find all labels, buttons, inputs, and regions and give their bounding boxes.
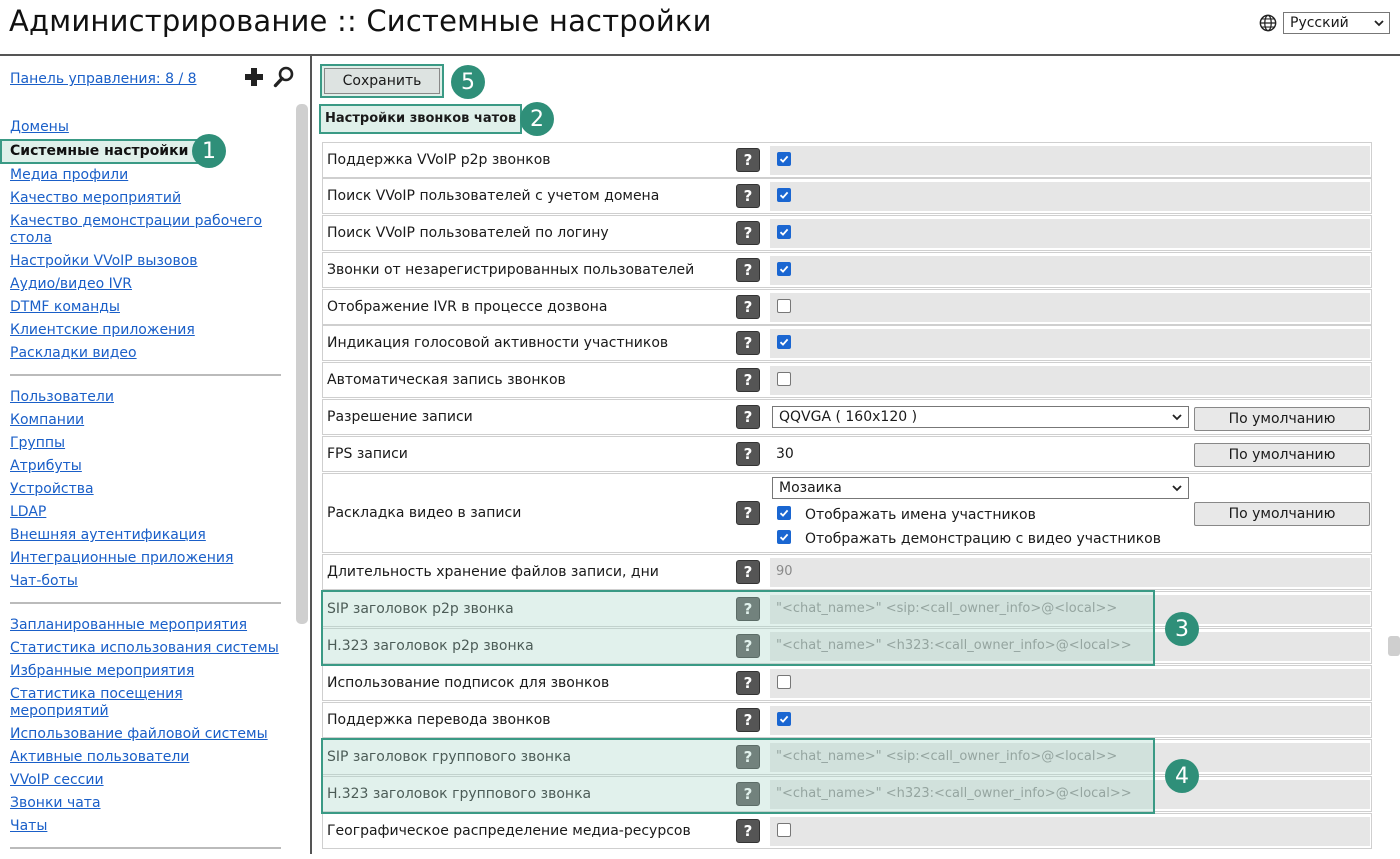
settings-row <box>322 665 1372 701</box>
help-icon[interactable]: ? <box>736 597 760 621</box>
nav-users[interactable]: Пользователи <box>10 389 114 405</box>
setting-label: Отображение IVR в процессе дозвона <box>327 299 608 315</box>
setting-checkbox[interactable] <box>777 152 791 166</box>
value-cell <box>770 256 1370 285</box>
show-names-label: Отображать имена участников <box>805 507 1036 523</box>
add-icon[interactable] <box>243 66 265 88</box>
settings-row <box>322 739 1372 775</box>
chevron-down-icon <box>1172 483 1182 493</box>
input-placeholder: "<chat_name>" <h323:<call_owner_info>@<local>> <box>776 638 1132 653</box>
value-cell <box>770 329 1370 358</box>
fps-input[interactable]: 30 <box>776 446 794 462</box>
show-share-checkbox[interactable] <box>777 530 791 544</box>
resolution-select-value: QQVGA ( 160x120 ) <box>779 409 918 425</box>
help-icon[interactable]: ? <box>736 405 760 429</box>
help-icon[interactable]: ? <box>736 368 760 392</box>
show-share-label: Отображать демонстрацию с видео участников <box>805 531 1161 547</box>
nav-system-settings[interactable]: Системные настройки <box>0 139 210 164</box>
divider <box>10 374 281 376</box>
help-icon[interactable]: ? <box>736 782 760 806</box>
nav-dtmf[interactable]: DTMF команды <box>10 299 120 315</box>
setting-checkbox[interactable] <box>777 675 791 689</box>
settings-row <box>322 554 1372 590</box>
nav-chats[interactable]: Чаты <box>10 818 48 834</box>
nav-filesystem-usage[interactable]: Использование файловой системы <box>10 726 268 742</box>
chevron-down-icon <box>1172 412 1182 422</box>
callout-badge: 1 <box>192 134 226 168</box>
page-header <box>0 0 1400 56</box>
nav-client-apps[interactable]: Клиентские приложения <box>10 322 195 338</box>
nav-active-users[interactable]: Активные пользователи <box>10 749 190 765</box>
help-icon[interactable]: ? <box>736 295 760 319</box>
nav-vvoip-sessions[interactable]: VVoIP сессии <box>10 772 104 788</box>
help-icon[interactable]: ? <box>736 442 760 466</box>
language-switcher <box>1259 12 1390 34</box>
nav-media-profiles[interactable]: Медиа профили <box>10 167 129 183</box>
callout-badge: 4 <box>1165 759 1199 793</box>
help-icon[interactable]: ? <box>736 501 760 525</box>
globe-icon <box>1259 14 1277 32</box>
nav-external-auth[interactable]: Внешняя аутентификация <box>10 527 206 543</box>
help-icon[interactable]: ? <box>736 258 760 282</box>
setting-checkbox[interactable] <box>777 188 791 202</box>
setting-label: H.323 заголовок p2p звонка <box>327 638 534 654</box>
show-names-checkbox[interactable] <box>777 506 791 520</box>
nav-integration-apps[interactable]: Интеграционные приложения <box>10 550 234 566</box>
settings-row <box>322 325 1372 361</box>
help-icon[interactable]: ? <box>736 221 760 245</box>
nav-event-quality[interactable]: Качество мероприятий <box>10 190 182 206</box>
input-placeholder: 90 <box>776 564 793 579</box>
default-button[interactable]: По умолчанию <box>1194 443 1370 467</box>
value-cell <box>770 182 1370 211</box>
help-icon[interactable]: ? <box>736 708 760 732</box>
nav-group-settings <box>10 116 282 859</box>
layout-select-value: Мозаика <box>779 480 842 496</box>
value-cell <box>770 366 1370 395</box>
help-icon[interactable]: ? <box>736 634 760 658</box>
setting-label: SIP заголовок группового звонка <box>327 749 572 765</box>
setting-label: FPS записи <box>327 446 408 462</box>
settings-row <box>322 473 1372 553</box>
settings-row <box>322 436 1372 472</box>
help-icon[interactable]: ? <box>736 819 760 843</box>
setting-label: Раскладка видео в записи <box>327 505 522 521</box>
help-icon[interactable]: ? <box>736 671 760 695</box>
sidebar <box>0 56 312 854</box>
settings-row <box>322 776 1372 812</box>
language-select[interactable] <box>1283 12 1390 34</box>
nav-favorite-events[interactable]: Избранные мероприятия <box>10 663 195 679</box>
setting-label: Поиск VVoIP пользователей с учетом домена <box>327 188 660 204</box>
nav-video-layouts[interactable]: Раскладки видео <box>10 345 137 361</box>
input-placeholder: "<chat_name>" <h323:<call_owner_info>@<local>> <box>776 786 1132 801</box>
setting-label: Использование подписок для звонков <box>327 675 610 691</box>
callout-badge: 3 <box>1165 612 1199 646</box>
divider <box>10 602 281 604</box>
setting-checkbox[interactable] <box>777 823 791 837</box>
nav-chat-calls[interactable]: Звонки чата <box>10 795 101 811</box>
nav-system-usage-stats[interactable]: Статистика использования системы <box>10 640 279 656</box>
setting-label: Поддержка VVoIP p2p звонков <box>327 152 551 168</box>
search-icon[interactable] <box>273 66 295 88</box>
value-cell <box>770 146 1370 175</box>
setting-label: SIP заголовок p2p звонка <box>327 601 514 617</box>
setting-checkbox[interactable] <box>777 262 791 276</box>
setting-label: Звонки от незарегистрированных пользователей <box>327 262 695 278</box>
nav-domains[interactable]: Домены <box>10 119 69 135</box>
nav-event-attendance-stats[interactable]: Статистика посещения мероприятий <box>10 686 183 719</box>
nav-groups[interactable]: Группы <box>10 435 66 451</box>
layout-select[interactable] <box>772 477 1189 499</box>
value-cell <box>770 706 1370 735</box>
save-button[interactable] <box>320 64 444 98</box>
setting-checkbox[interactable] <box>777 372 791 386</box>
settings-row <box>322 591 1372 627</box>
settings-row <box>322 178 1372 214</box>
setting-checkbox[interactable] <box>777 335 791 349</box>
setting-label: Поддержка перевода звонков <box>327 712 551 728</box>
nav-vvoip-call-settings[interactable]: Настройки VVoIP вызовов <box>10 253 198 269</box>
nav-devices[interactable]: Устройства <box>10 481 94 497</box>
callout-badge: 5 <box>451 65 485 99</box>
value-cell <box>770 669 1370 698</box>
help-icon[interactable]: ? <box>736 184 760 208</box>
settings-row <box>322 252 1372 288</box>
callout-badge: 2 <box>520 102 554 136</box>
nav-desktop-share-quality[interactable]: Качество демонстрации рабочего стола <box>10 213 263 246</box>
page-title: Администрирование :: Системные настройки <box>9 4 712 38</box>
value-cell <box>770 219 1370 248</box>
save-button-label: Сохранить <box>324 68 440 94</box>
setting-label: Индикация голосовой активности участников <box>327 335 669 351</box>
settings-row <box>322 362 1372 398</box>
setting-label: Географическое распределение медиа-ресурсов <box>327 823 691 839</box>
help-icon[interactable]: ? <box>736 745 760 769</box>
settings-row <box>322 628 1372 664</box>
nav-chat-bots[interactable]: Чат-боты <box>10 573 78 589</box>
default-button[interactable]: По умолчанию <box>1194 407 1370 431</box>
settings-row <box>322 399 1372 435</box>
input-placeholder: "<chat_name>" <sip:<call_owner_info>@<local>> <box>776 749 1118 764</box>
setting-checkbox[interactable] <box>777 299 791 313</box>
chevron-down-icon <box>1374 18 1384 28</box>
settings-row <box>322 289 1372 325</box>
input-placeholder: "<chat_name>" <sip:<call_owner_info>@<local>> <box>776 601 1118 616</box>
nav-attributes[interactable]: Атрибуты <box>10 458 82 474</box>
language-select-value: Русский <box>1290 15 1349 31</box>
setting-label: Автоматическая запись звонков <box>327 372 566 388</box>
value-cell <box>770 293 1370 322</box>
help-icon[interactable]: ? <box>736 331 760 355</box>
setting-label: Разрешение записи <box>327 409 473 425</box>
divider <box>10 847 281 849</box>
setting-label: Поиск VVoIP пользователей по логину <box>327 225 609 241</box>
sidebar-scrollbar[interactable] <box>296 104 308 624</box>
setting-checkbox[interactable] <box>777 225 791 239</box>
setting-checkbox[interactable] <box>777 712 791 726</box>
setting-label: H.323 заголовок группового звонка <box>327 786 592 802</box>
nav-scheduled-events[interactable]: Запланированные мероприятия <box>10 617 248 633</box>
settings-row <box>322 702 1372 738</box>
main-scrollbar[interactable] <box>1388 636 1400 656</box>
nav-av-ivr[interactable]: Аудио/видео IVR <box>10 276 133 292</box>
nav-companies[interactable]: Компании <box>10 412 85 428</box>
help-icon[interactable]: ? <box>736 148 760 172</box>
default-button[interactable]: По умолчанию <box>1194 502 1370 526</box>
help-icon[interactable]: ? <box>736 560 760 584</box>
settings-row <box>322 813 1372 849</box>
section-title: Настройки звонков чатов <box>319 104 522 134</box>
dashboard-link[interactable]: Панель управления: 8 / 8 <box>10 71 197 87</box>
resolution-select[interactable] <box>772 406 1189 428</box>
text-input[interactable] <box>770 558 1370 587</box>
nav-ldap[interactable]: LDAP <box>10 504 47 520</box>
value-cell <box>770 817 1370 846</box>
setting-label: Длительность хранение файлов записи, дни <box>327 564 659 580</box>
settings-row <box>322 142 1372 178</box>
settings-row <box>322 215 1372 251</box>
